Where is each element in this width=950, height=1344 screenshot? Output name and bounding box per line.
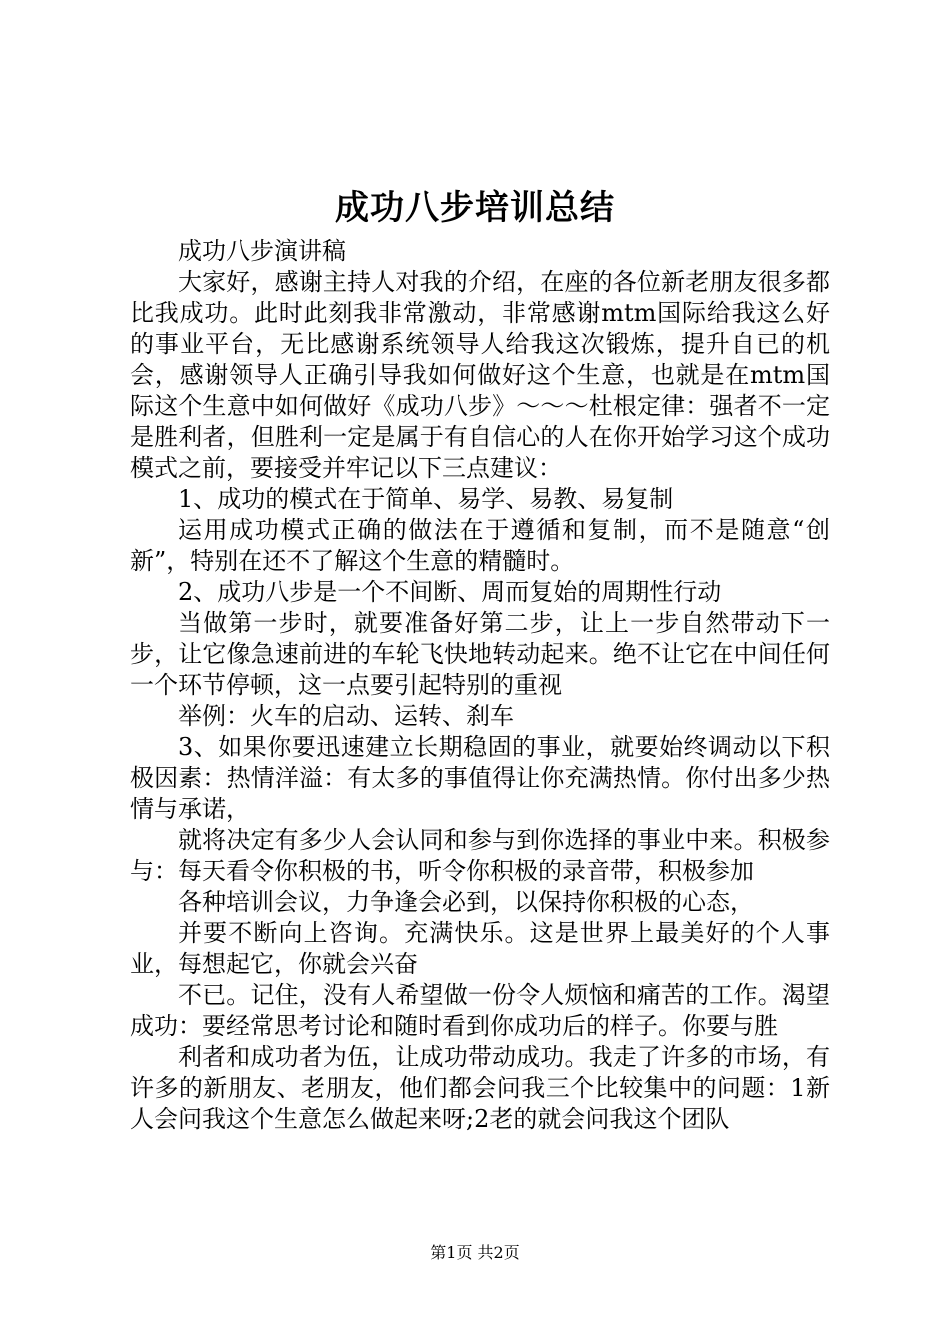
paragraph: 就将决定有多少人会认同和参与到你选择的事业中来。积极参与：每天看令你积极的书，听令你积极的录音带，积极参加 bbox=[130, 826, 830, 885]
paragraph: 各种培训会议，力争逢会必到，以保持你积极的心态， bbox=[178, 888, 754, 916]
paragraph: 当做第一步时，就要准备好第二步，让上一步自然带动下一步，让它像急速前进的车轮飞快地转动起来。绝不让它在中间任何一个环节停顿，这一点要引起特别的重视 bbox=[130, 609, 830, 699]
paragraph: 1、成功的模式在于简单、易学、易教、易复制 bbox=[178, 485, 674, 513]
paragraph: 大家好，感谢主持人对我的介绍，在座的各位新老朋友很多都比我成功。此时此刻我非常激动，非常感谢mtm国际给我这么好的事业平台，无比感谢系统领导人给我这次锻炼，提升自已的机会，感谢领导人正确引导我如何做好这个生意，也就是在mtm国际这个生意中如何做好《成功八步》～～～杜根定律：强者不一定是胜利者，但胜利一定是属于有自信心的人在你开始学习这个成功模式之前，要接受并牢记以下三点建议： bbox=[130, 268, 830, 482]
paragraph: 利者和成功者为伍，让成功带动成功。我走了许多的市场，有许多的新朋友、老朋友，他们都会问我三个比较集中的问题：1新人会问我这个生意怎么做起来呀;2老的就会问我这个团队 bbox=[130, 1043, 830, 1133]
document-title: 成功八步培训总结 bbox=[335, 188, 615, 228]
paragraph: 举例：火车的启动、运转、刹车 bbox=[178, 702, 514, 730]
paragraph: 运用成功模式正确的做法在于遵循和复制，而不是随意“创新”，特别在还不了解这个生意的精髓时。 bbox=[130, 516, 830, 575]
paragraph: 并要不断向上咨询。充满快乐。这是世界上最美好的个人事业，每想起它，你就会兴奋 bbox=[130, 919, 830, 978]
page-number: 第1页 共2页 bbox=[430, 1243, 520, 1262]
paragraph: 成功八步演讲稿 bbox=[178, 237, 346, 265]
paragraph: 2、成功八步是一个不间断、周而复始的周期性行动 bbox=[178, 578, 722, 606]
document-body bbox=[130, 236, 830, 1135]
paragraph: 3、如果你要迅速建立长期稳固的事业，就要始终调动以下积极因素：热情洋溢：有太多的事值得让你充满热情。你付出多少热情与承诺， bbox=[130, 733, 830, 823]
paragraph: 不已。记住，没有人希望做一份令人烦恼和痛苦的工作。渴望成功：要经常思考讨论和随时看到你成功后的样子。你要与胜 bbox=[130, 981, 830, 1040]
